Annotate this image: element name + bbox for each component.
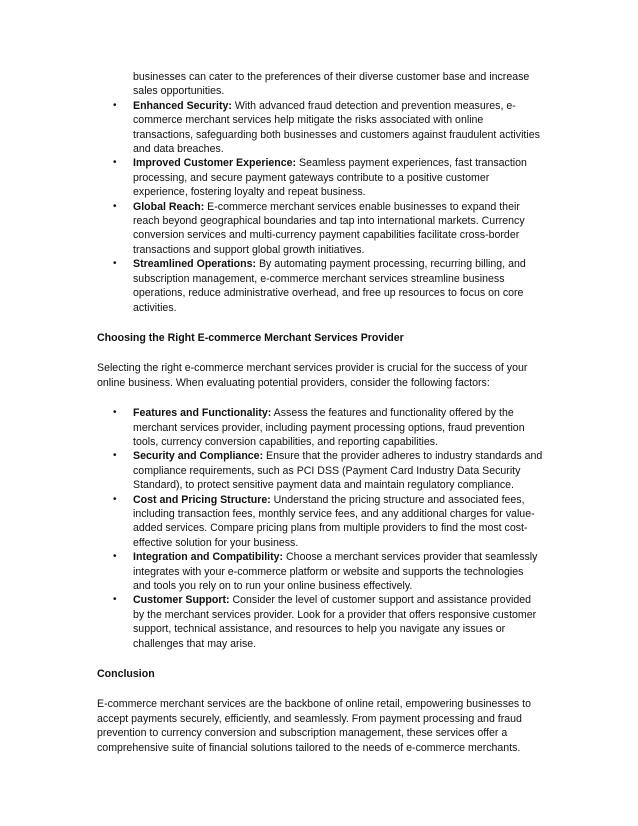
bullet-icon: •	[113, 200, 117, 212]
list-item-term: Improved Customer Experience:	[133, 157, 297, 170]
section-heading: Choosing the Right E-commerce Merchant Services Provider	[97, 331, 404, 344]
list-item	[97, 550, 543, 593]
list-item-text: Seamless payment experiences, fast transaction processing, and secure payment gateways contribute to a positive customer experience, fostering loyalty and repeat business.	[133, 157, 527, 199]
list-item-term: Features and Functionality:	[133, 407, 272, 420]
bullet-icon: •	[113, 157, 117, 169]
list-item-text: E-commerce merchant services enable businesses to expand their reach beyond geographical boundaries and tap into international markets. Currency conversion services and multi-currency payment capabilities facilitate cross-border transactions and support global growth initiatives.	[133, 200, 525, 256]
list-item-term: Enhanced Security:	[133, 99, 232, 112]
list-item	[97, 99, 543, 157]
list-item-term: Security and Compliance:	[133, 450, 264, 463]
bullet-icon: •	[113, 258, 117, 270]
list-item	[97, 406, 543, 449]
list-item-term: Streamlined Operations:	[133, 258, 257, 271]
list-item-term: Cost and Pricing Structure:	[133, 493, 271, 506]
bullet-icon: •	[113, 594, 117, 606]
list-item	[97, 493, 543, 551]
list-item-text: Consider the level of customer support and assistance provided by the merchant services provider. Look for a provider that offers responsive customer support, technical assistance, and resources to help you navigate any issues or challenges that may arise.	[133, 594, 537, 650]
list-item	[97, 257, 543, 315]
bullet-icon: •	[113, 99, 117, 111]
list-item-text: Assess the features and functionality offered by the merchant services provider, including payment processing options, fraud prevention tools, currency conversion capabilities, and reporting capabilities.	[133, 407, 525, 448]
list-item-text: Understand the pricing structure and associated fees, including transaction fees, monthly service fees, and any additional charges for value-added services. Compare pricing plans from multiple providers to find the most cost-effective solution for your business.	[133, 493, 535, 549]
list-item	[97, 200, 543, 258]
list-item-term: Integration and Compatibility:	[133, 551, 284, 564]
list-item-term: Global Reach:	[133, 200, 205, 213]
bullet-icon: •	[113, 450, 117, 462]
list-item-text: Ensure that the provider adheres to industry standards and compliance requirements, such as PCI DSS (Payment Card Industry Data Security Standard), to protect sensitive payment data and maintain regulatory compliance.	[133, 450, 543, 492]
bullet-icon: •	[113, 493, 117, 505]
list-item	[97, 156, 543, 199]
list-item-text: With advanced fraud detection and prevention measures, e-commerce merchant services help mitigate the risks associated with online transactions, safeguarding both businesses and customers against fraudulent activities and data breaches.	[133, 99, 540, 156]
document-body	[97, 70, 543, 755]
list-item-text: Choose a merchant services provider that seamlessly integrates with your e-commerce platform or website and supports the technologies and tools you rely on to run your online business effectively.	[133, 551, 538, 592]
factors-list	[97, 406, 543, 651]
bullet-icon: •	[113, 407, 117, 419]
list-item-term: Customer Support:	[133, 594, 230, 607]
list-item-text: By automating payment processing, recurring billing, and subscription management, e-commerce merchant services streamline business operations, reduce administrative overhead, and free up resources to focus on core activities.	[133, 258, 526, 314]
continued-paragraph: businesses can cater to the preferences of their diverse customer base and increase sales opportunities.	[133, 71, 530, 98]
bullet-icon: •	[113, 551, 117, 563]
benefits-list	[97, 99, 543, 315]
list-item	[97, 593, 543, 651]
section-intro: Selecting the right e-commerce merchant services provider is crucial for the success of your online business. When evaluating potential providers, consider the following factors:	[97, 362, 528, 389]
list-item	[97, 449, 543, 492]
conclusion-heading: Conclusion	[97, 668, 155, 681]
conclusion-paragraph: E-commerce merchant services are the backbone of online retail, empowering businesses to accept payments securely, efficiently, and seamlessly. From payment processing and fraud prevention to currency conversion and subscription management, these services offer a comprehensive suite of financial solutions tailored to the needs of e-commerce merchants.	[97, 698, 531, 754]
